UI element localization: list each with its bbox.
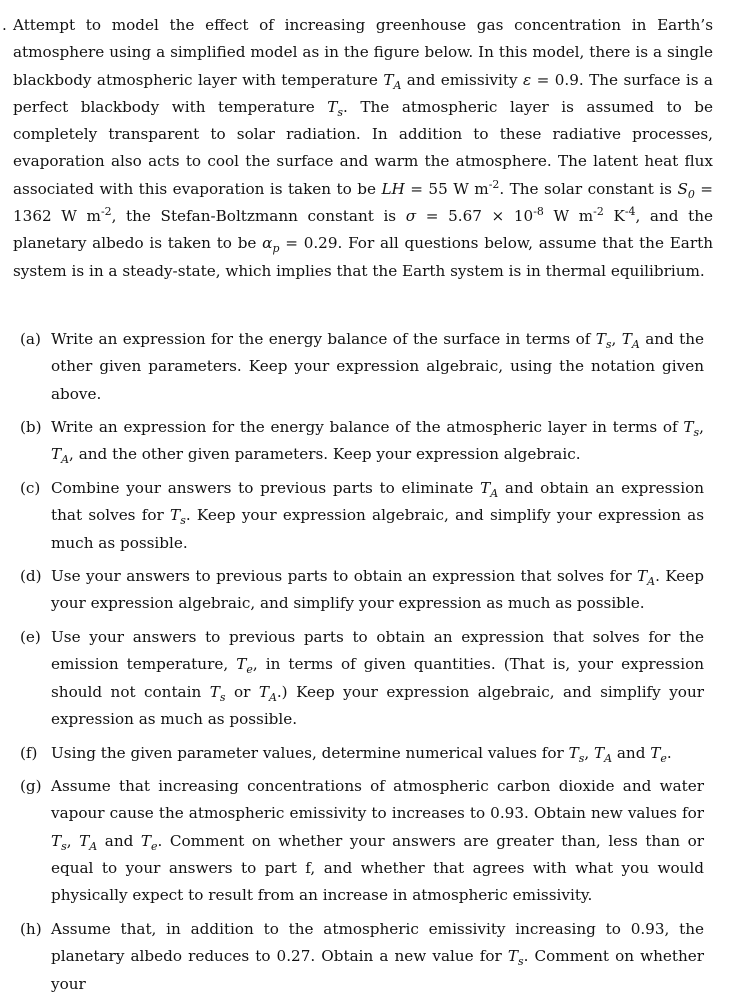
question-label: (g) <box>20 777 42 795</box>
question-c <box>20 475 704 557</box>
question-h <box>20 916 704 998</box>
question-text: Write an expression for the energy balance of the atmospheric layer in terms of $T_s$, $T_A$, and the other given parameters. Keep your expression algebraic. <box>51 418 704 467</box>
question-label: (e) <box>20 628 41 646</box>
question-text: Use your answers to previous parts to obtain an expression that solves for the emission temperature, $T_e$, in terms of given quantities. (That is, your expression should not contain $T_s$ or $T_A$.) Keep your expression algebraic, and simplify your expression as much as possible. <box>51 628 704 728</box>
question-label: (h) <box>20 920 42 938</box>
problem-intro <box>2 12 714 285</box>
question-d <box>20 563 704 618</box>
intro-text: Attempt to model the effect of increasing greenhouse gas concentration in Earth’s atmosphere using a simplified model as in the figure below. In this model, there is a single blackbody atmospheric layer with temperature $T_A$ and emissivity ε = 0.9. The surface is a perfect blackbody with temperature $T_s$. The atmospheric layer is assumed to be completely transparent to solar radiation. In addition to these radiative processes, evaporation also acts to cool the surface and warm the atmosphere. The latent heat flux associated with this evaporation is taken to be LH = 55 W $m^{-2}$. The solar constant is $S_0 = 1362$ W $m^{-2}$, the Stefan-Boltzmann constant is $\sigma = 5.67 \times 10^{-8}$ W $m^{-2}$ $K^{-4}$, and the planetary albedo is taken to be $\alpha_p = 0.29$. For all questions below, assume that the Earth system is in a steady-state, which implies that the Earth system is in thermal equilibrium. <box>13 16 714 280</box>
question-label: (f) <box>20 744 38 762</box>
question-text: Assume that, in addition to the atmospheric emissivity increasing to 0.93, the planetary albedo reduces to 0.27. Obtain a new value for $T_s$. Comment on whether your <box>51 920 704 993</box>
question-b <box>20 414 704 469</box>
question-text: Combine your answers to previous parts to eliminate $T_A$ and obtain an expression that solves for $T_s$. Keep your expression algebraic, and simplify your expression as much as possible. <box>51 479 705 552</box>
intro-lead-mark: . <box>2 16 7 34</box>
question-label: (b) <box>20 418 42 436</box>
question-text: Using the given parameter values, determine numerical values for $T_s$, $T_A$ and $T_e$. <box>51 744 672 766</box>
question-label: (a) <box>20 330 41 348</box>
question-text: Assume that increasing concentrations of atmospheric carbon dioxide and water vapour cause the atmospheric emissivity to increases to 0.93. Obtain new values for $T_s$, $T_A$ and $T_e$. Comment on whether your answers are greater than, less than or equal to your answers to part f, and whether that agrees with what you would physically expect to result from an increase in atmospheric emissivity. <box>51 777 705 905</box>
question-label: (d) <box>20 567 42 585</box>
question-e <box>20 624 704 733</box>
question-text: Write an expression for the energy balance of the surface in terms of $T_s$, $T_A$ and the other given parameters. Keep your expression algebraic, using the notation given above. <box>51 330 705 403</box>
question-text: Use your answers to previous parts to obtain an expression that solves for $T_A$. Keep your expression algebraic, and simplify your expression as much as possible. <box>51 567 704 613</box>
question-label: (c) <box>20 479 41 497</box>
question-f <box>20 740 704 767</box>
question-g <box>20 773 704 909</box>
question-a <box>20 326 704 408</box>
